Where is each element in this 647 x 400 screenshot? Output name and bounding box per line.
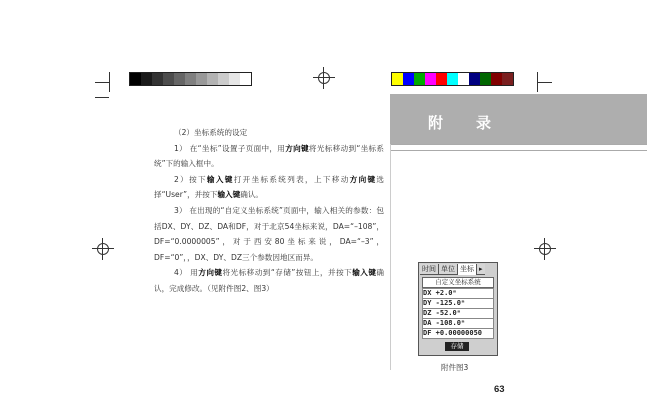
- calibration-swatch: [436, 73, 447, 85]
- calibration-swatch: [458, 73, 469, 85]
- crop-mark: [538, 82, 552, 83]
- dy-field[interactable]: DY -125.0ᵐ: [422, 298, 494, 309]
- column-divider: [390, 144, 391, 370]
- registration-mark: [313, 67, 335, 89]
- calibration-swatch: [403, 73, 414, 85]
- calibration-swatch: [502, 73, 513, 85]
- page-number: 63: [494, 384, 505, 395]
- crop-mark: [95, 82, 109, 83]
- section-tab-right: 录: [476, 114, 492, 132]
- custom-coordinate-title: 自定义坐标系统: [422, 277, 494, 288]
- divider: [390, 144, 647, 145]
- section-tab-left: 附: [428, 114, 444, 132]
- tab-coordinates[interactable]: 坐标: [458, 264, 477, 275]
- device-tabs: [420, 264, 496, 275]
- color-calibration-bar: [391, 72, 514, 86]
- save-button[interactable]: 存储: [445, 342, 469, 351]
- calibration-swatch: [174, 73, 185, 85]
- figure-caption: 附件图3: [441, 363, 469, 372]
- calibration-swatch: [163, 73, 174, 85]
- section-heading: （2）坐标系统的设定: [174, 128, 248, 137]
- calibration-swatch: [141, 73, 152, 85]
- section-header-band: [390, 94, 647, 144]
- calibration-swatch: [491, 73, 502, 85]
- calibration-swatch: [229, 73, 240, 85]
- registration-mark: [534, 238, 556, 260]
- calibration-swatch: [218, 73, 229, 85]
- calibration-swatch: [130, 73, 141, 85]
- calibration-swatch: [152, 73, 163, 85]
- crop-mark: [109, 72, 110, 92]
- registration-mark: [92, 238, 114, 260]
- calibration-swatch: [425, 73, 436, 85]
- calibration-swatch: [480, 73, 491, 85]
- calibration-swatch: [196, 73, 207, 85]
- crop-mark: [95, 97, 109, 98]
- calibration-swatch: [447, 73, 458, 85]
- step-2: 2）按下输入键打开坐标系统列表，上下移动方向键选择“User”，并按下输入键确认。: [154, 174, 385, 200]
- body-text: [154, 125, 384, 297]
- calibration-swatch: [392, 73, 403, 85]
- df-field[interactable]: DF +0.00000050: [422, 328, 494, 339]
- step-4: 4） 用方向键将光标移动到“存储”按钮上，并按下输入键确认，完成修改。（见附件图2、图3）: [154, 268, 385, 293]
- calibration-swatch: [469, 73, 480, 85]
- step-3: 3） 在出现的“自定义坐标系统”页面中，输入相关的参数：包括DX、DY、DZ、DA和DF，对于北京54坐标来说，DA=“–108”，DF=“0.0000005”，对于西安80坐标来说，DA=“–3”，DF=“0”，，DX、DY、DZ三个参数因地区而异。: [154, 205, 384, 262]
- tab-more-arrow-icon[interactable]: ▸: [479, 265, 483, 273]
- dz-field[interactable]: DZ -52.0ᵐ: [422, 308, 494, 319]
- divider: [390, 150, 647, 151]
- calibration-swatch: [207, 73, 218, 85]
- tab-units[interactable]: 单位: [439, 264, 458, 275]
- da-field[interactable]: DA -108.0ᵐ: [422, 318, 494, 329]
- tab-time[interactable]: 时间: [420, 264, 439, 275]
- calibration-swatch: [185, 73, 196, 85]
- step-1: 1） 在“坐标”设置子页面中，用方向键将光标移动到“坐标系统”下的输入框中。: [154, 143, 384, 169]
- grayscale-calibration-bar: [129, 72, 252, 86]
- calibration-swatch: [240, 73, 251, 85]
- device-screen: [418, 262, 498, 356]
- dx-field[interactable]: DX +2.0ᵐ: [422, 288, 494, 299]
- calibration-swatch: [414, 73, 425, 85]
